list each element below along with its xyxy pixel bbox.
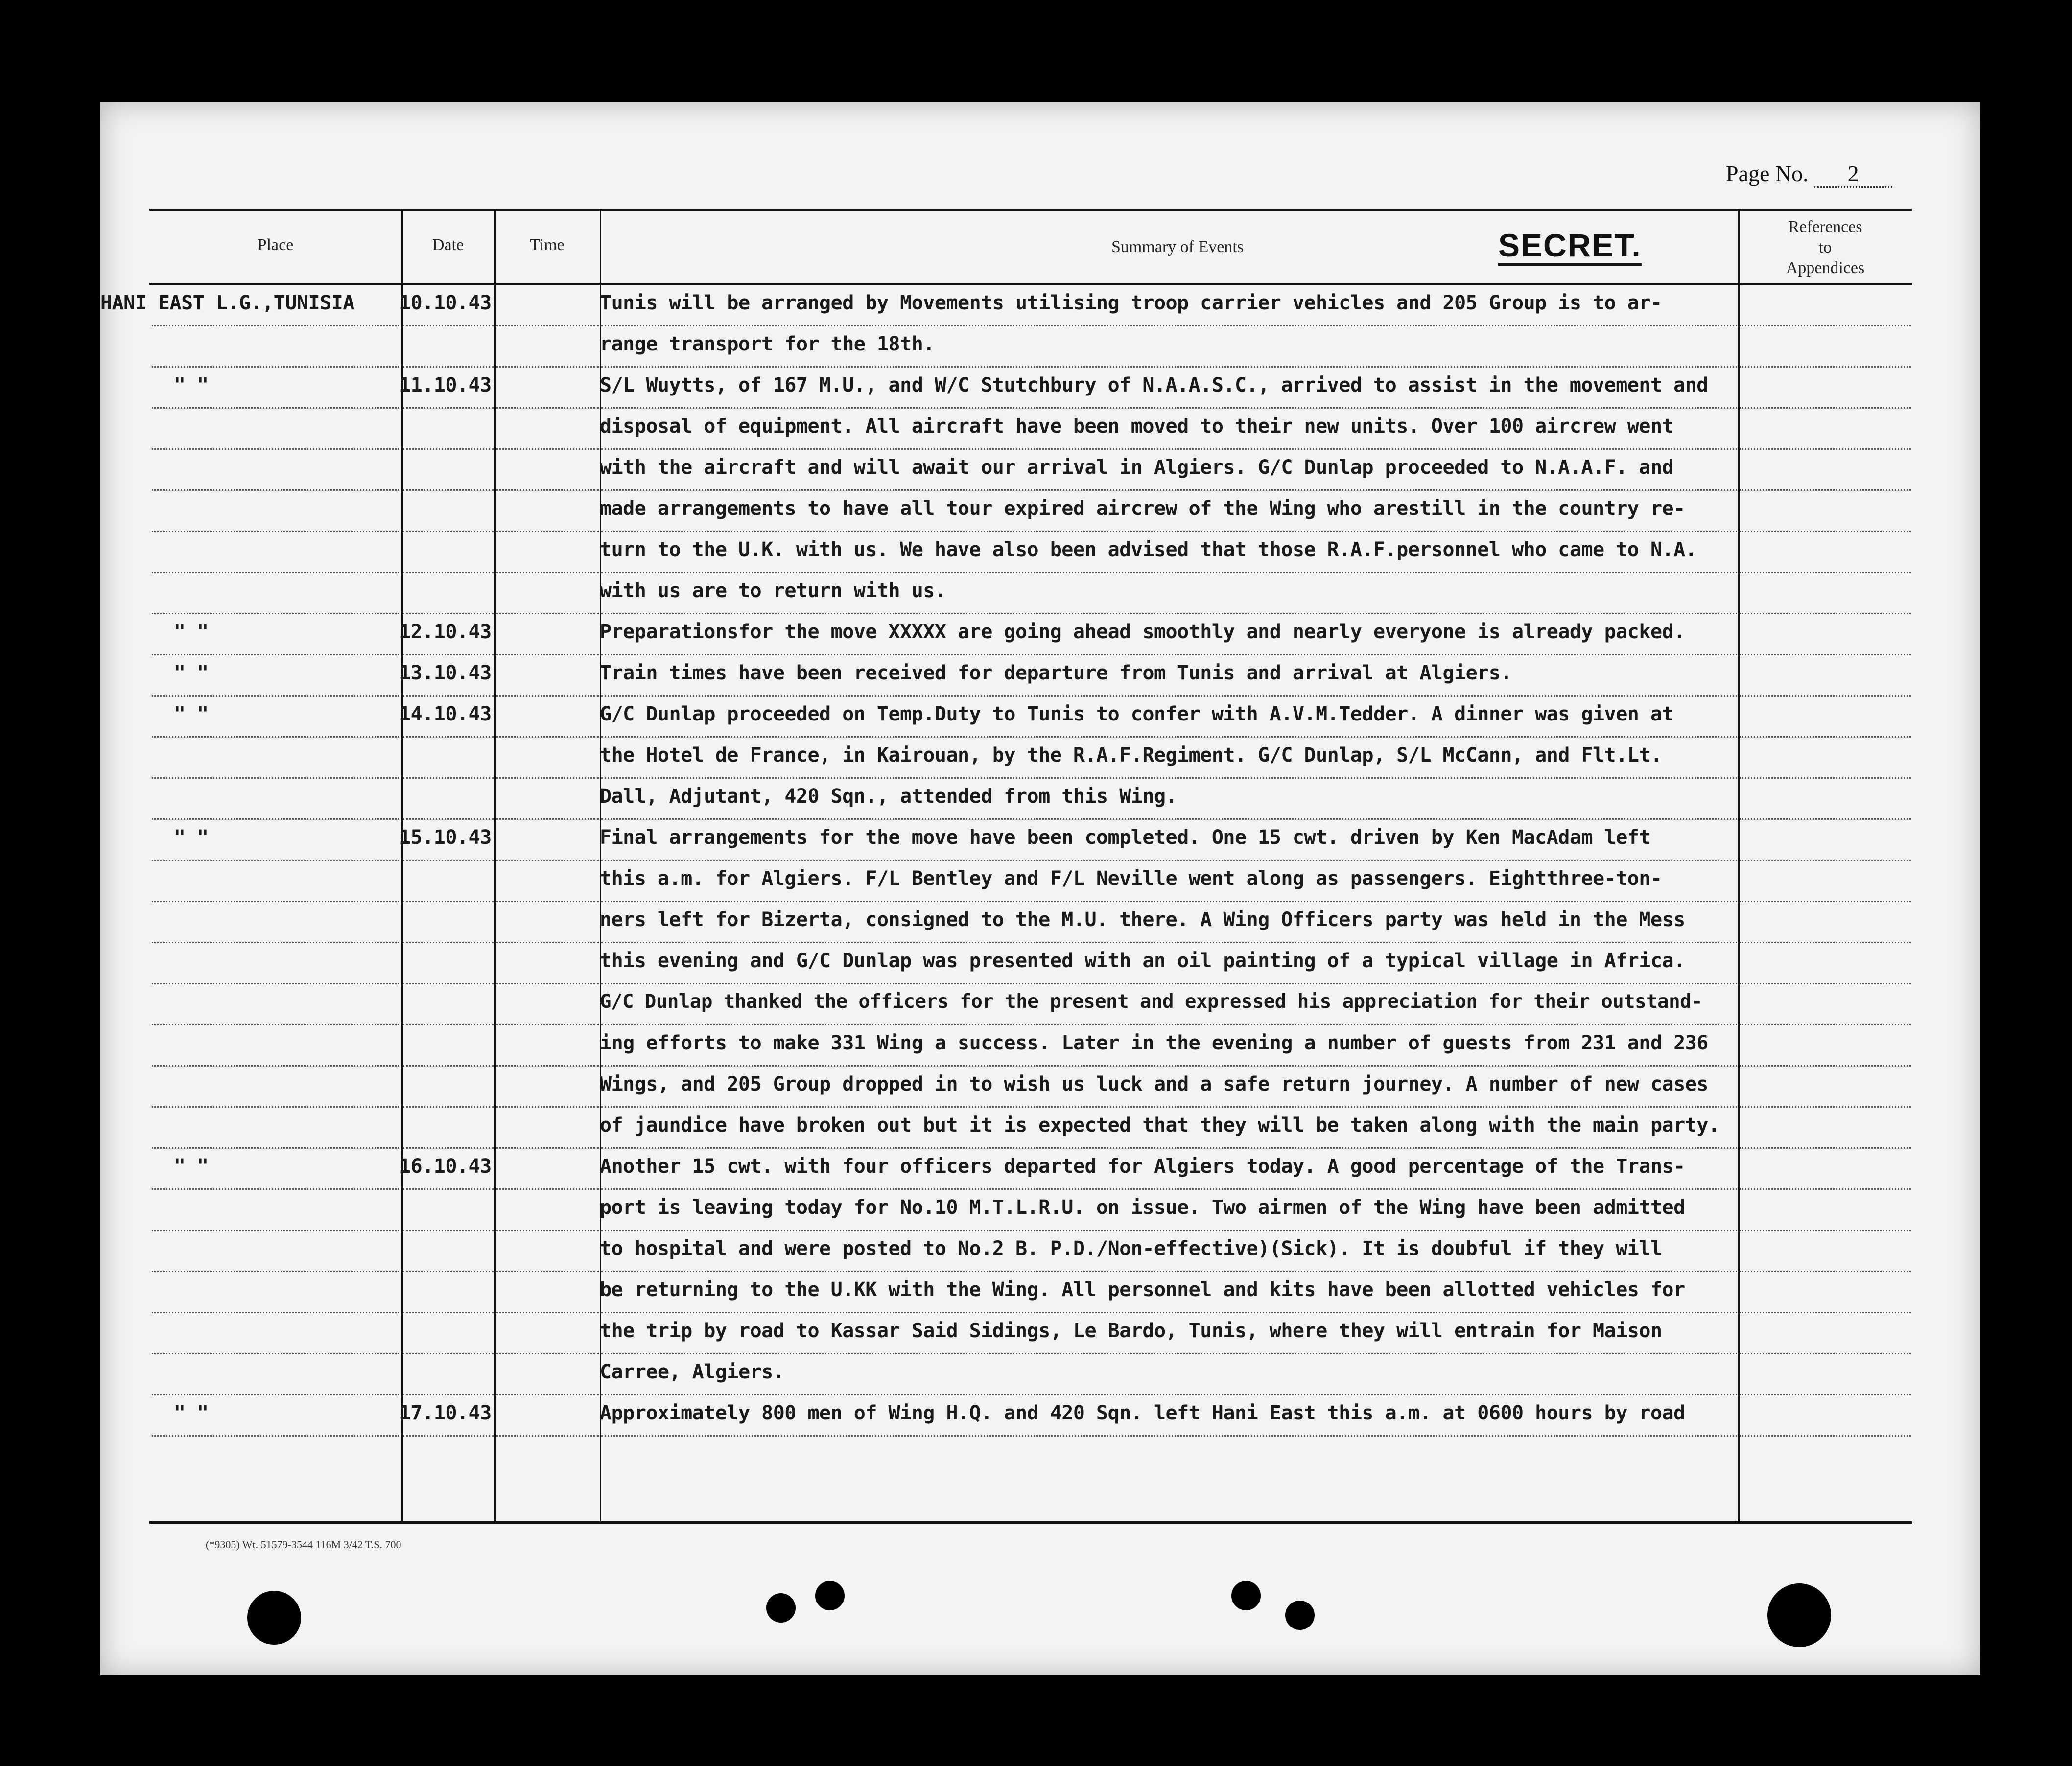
header-top-rule — [149, 209, 1912, 211]
dotted-rule — [1740, 1188, 1911, 1190]
table-row — [100, 944, 1980, 985]
dotted-rule — [1740, 901, 1911, 902]
header-date: Date — [432, 236, 464, 254]
place-cell: " " — [174, 662, 209, 684]
table-row — [100, 615, 1980, 656]
dotted-rule — [152, 1147, 399, 1149]
dotted-rule — [496, 1353, 599, 1354]
dotted-rule — [403, 1353, 494, 1354]
dotted-rule — [152, 448, 399, 450]
summary-cell: this a.m. for Algiers. F/L Bentley and F/L Neville went along as passengers. Eightthree-ton- — [600, 867, 1662, 890]
table-row — [100, 368, 1980, 409]
table-row — [100, 533, 1980, 574]
dotted-rule — [403, 366, 494, 368]
table-row — [100, 779, 1980, 820]
place-cell: " " — [174, 1402, 209, 1424]
summary-cell: Tunis will be arranged by Movements utilising troop carrier vehicles and 205 Group is to ar- — [600, 292, 1662, 314]
dotted-rule — [601, 654, 1737, 655]
dotted-rule — [152, 1394, 399, 1395]
dotted-rule — [496, 407, 599, 409]
dotted-rule — [152, 1106, 399, 1108]
dotted-rule — [403, 942, 494, 943]
page-number-text: Page No. — [1726, 161, 1809, 186]
dotted-rule — [1740, 407, 1911, 409]
header-references-line1: References — [1788, 218, 1862, 236]
dotted-rule — [403, 983, 494, 984]
table-row — [100, 1232, 1980, 1273]
date-cell: 10.10.43 — [399, 292, 492, 314]
dotted-rule — [152, 983, 399, 984]
dotted-rule — [152, 325, 399, 326]
dotted-rule — [403, 1312, 494, 1313]
date-cell: 14.10.43 — [399, 703, 492, 725]
form-print-code: (*9305) Wt. 51579-3544 116M 3/42 T.S. 700 — [206, 1538, 401, 1551]
dotted-rule — [152, 1271, 399, 1272]
dotted-rule — [152, 572, 399, 573]
dotted-rule — [601, 1271, 1737, 1272]
page-number-value: 2 — [1814, 161, 1892, 188]
dotted-rule — [1740, 818, 1911, 820]
table-row — [100, 450, 1980, 491]
dotted-rule — [403, 572, 494, 573]
dotted-rule — [496, 366, 599, 368]
table-row — [100, 1026, 1980, 1067]
dotted-rule — [496, 1106, 599, 1108]
dotted-rule — [496, 1312, 599, 1313]
summary-cell: with us are to return with us. — [600, 580, 946, 602]
dotted-rule — [152, 695, 399, 697]
date-cell: 15.10.43 — [399, 826, 492, 849]
table-row — [100, 903, 1980, 944]
dotted-rule — [1740, 1353, 1911, 1354]
summary-cell: be returning to the U.KK with the Wing. All personnel and kits have been allotted vehicles for — [600, 1278, 1685, 1301]
dotted-rule — [1740, 1106, 1911, 1108]
dotted-rule — [403, 1106, 494, 1108]
summary-cell: Dall, Adjutant, 420 Sqn., attended from this Wing. — [600, 785, 1177, 808]
summary-cell: G/C Dunlap thanked the officers for the present and expressed his appreciation for their outstand- — [600, 991, 1703, 1013]
dotted-rule — [1740, 695, 1911, 697]
date-cell: 12.10.43 — [399, 621, 492, 643]
table-row — [100, 656, 1980, 697]
dotted-rule — [601, 695, 1737, 697]
dotted-rule — [152, 777, 399, 779]
dotted-rule — [152, 1353, 399, 1354]
dotted-rule — [601, 531, 1737, 532]
dotted-rule — [152, 1312, 399, 1313]
summary-cell: this evening and G/C Dunlap was presented with an oil painting of a typical village in Africa. — [600, 950, 1685, 972]
table-row — [100, 1067, 1980, 1108]
dotted-rule — [152, 818, 399, 820]
dotted-rule — [1740, 1312, 1911, 1313]
dotted-rule — [1740, 613, 1911, 614]
header-references — [1740, 217, 1911, 279]
dotted-rule — [496, 613, 599, 614]
dotted-rule — [1740, 1024, 1911, 1025]
dotted-rule — [403, 777, 494, 779]
dotted-rule — [152, 1024, 399, 1025]
summary-cell: disposal of equipment. All aircraft have been moved to their new units. Over 100 aircrew went — [600, 415, 1674, 438]
dotted-rule — [152, 942, 399, 943]
dotted-rule — [496, 983, 599, 984]
dotted-rule — [1740, 1065, 1911, 1067]
dotted-rule — [152, 489, 399, 491]
dotted-rule — [1740, 942, 1911, 943]
dotted-rule — [1740, 489, 1911, 491]
dotted-rule — [403, 1271, 494, 1272]
binder-hole-left — [247, 1591, 301, 1645]
dotted-rule — [496, 1271, 599, 1272]
dotted-rule — [496, 1065, 599, 1067]
dotted-rule — [152, 1435, 399, 1437]
dotted-rule — [496, 325, 599, 326]
table-row — [100, 1396, 1980, 1437]
summary-cell: G/C Dunlap proceeded on Temp.Duty to Tunis to confer with A.V.M.Tedder. A dinner was given at — [600, 703, 1674, 725]
dotted-rule — [152, 1230, 399, 1231]
summary-cell: turn to the U.K. with us. We have also been advised that those R.A.F.personnel who came to N.A. — [600, 538, 1697, 561]
table-row — [100, 1273, 1980, 1314]
dotted-rule — [403, 448, 494, 450]
table-row — [100, 1108, 1980, 1149]
dotted-rule — [601, 1065, 1737, 1067]
binder-hole-mid-right-2 — [1285, 1601, 1315, 1630]
dotted-rule — [403, 1188, 494, 1190]
dotted-rule — [152, 531, 399, 532]
binder-hole-right — [1767, 1583, 1831, 1647]
dotted-rule — [1740, 1394, 1911, 1395]
dotted-rule — [496, 489, 599, 491]
dotted-rule — [601, 1230, 1737, 1231]
dotted-rule — [1740, 654, 1911, 655]
table-row — [100, 1190, 1980, 1232]
dotted-rule — [403, 489, 494, 491]
dotted-rule — [601, 366, 1737, 368]
summary-cell: Preparationsfor the move XXXXX are going ahead smoothly and nearly everyone is already packed. — [600, 621, 1685, 643]
dotted-rule — [601, 860, 1737, 861]
header-bottom-rule — [149, 283, 1912, 285]
dotted-rule — [152, 654, 399, 655]
table-row — [100, 738, 1980, 779]
table-row — [100, 1149, 1980, 1190]
summary-cell: to hospital and were posted to No.2 B. P.D./Non-effective)(Sick). It is doubful if they will — [600, 1237, 1662, 1260]
dotted-rule — [1740, 1230, 1911, 1231]
dotted-rule — [601, 983, 1737, 984]
dotted-rule — [152, 1065, 399, 1067]
dotted-rule — [152, 407, 399, 409]
binder-hole-mid-right-1 — [1231, 1581, 1261, 1610]
dotted-rule — [1740, 1147, 1911, 1149]
dotted-rule — [496, 1024, 599, 1025]
table-row — [100, 697, 1980, 738]
dotted-rule — [601, 1147, 1737, 1149]
dotted-rule — [403, 1230, 494, 1231]
dotted-rule — [601, 777, 1737, 779]
dotted-rule — [403, 654, 494, 655]
table-row — [100, 409, 1980, 450]
dotted-rule — [496, 1188, 599, 1190]
dotted-rule — [496, 1435, 599, 1437]
summary-cell: the Hotel de France, in Kairouan, by the R.A.F.Regiment. G/C Dunlap, S/L McCann, and Flt.Lt. — [600, 744, 1662, 767]
events-table-body — [100, 286, 1980, 1519]
dotted-rule — [496, 448, 599, 450]
dotted-rule — [496, 860, 599, 861]
table-row — [100, 327, 1980, 368]
summary-cell: the trip by road to Kassar Said Sidings, Le Bardo, Tunis, where they will entrain for Maison — [600, 1320, 1662, 1342]
summary-cell: ing efforts to make 331 Wing a success. Later in the evening a number of guests from 231 and 236 — [600, 1032, 1708, 1054]
header-time: Time — [530, 236, 565, 254]
table-row — [100, 286, 1980, 327]
header-place: Place — [257, 236, 294, 254]
dotted-rule — [496, 572, 599, 573]
date-cell: 17.10.43 — [399, 1402, 492, 1424]
dotted-rule — [496, 654, 599, 655]
dotted-rule — [601, 1188, 1737, 1190]
table-row — [100, 574, 1980, 615]
dotted-rule — [152, 860, 399, 861]
dotted-rule — [1740, 736, 1911, 738]
dotted-rule — [1740, 572, 1911, 573]
summary-cell: range transport for the 18th. — [600, 333, 935, 355]
dotted-rule — [601, 613, 1737, 614]
dotted-rule — [403, 1147, 494, 1149]
summary-cell: Approximately 800 men of Wing H.Q. and 420 Sqn. left Hani East this a.m. at 0600 hours by road — [600, 1402, 1685, 1424]
dotted-rule — [496, 1394, 599, 1395]
dotted-rule — [601, 489, 1737, 491]
binder-hole-mid-left-1 — [766, 1593, 796, 1623]
dotted-rule — [403, 1394, 494, 1395]
dotted-rule — [403, 1024, 494, 1025]
dotted-rule — [403, 1435, 494, 1437]
dotted-rule — [152, 736, 399, 738]
table-bottom-rule — [149, 1521, 1912, 1524]
dotted-rule — [1740, 983, 1911, 984]
dotted-rule — [496, 695, 599, 697]
dotted-rule — [1740, 531, 1911, 532]
place-cell: HANI EAST L.G.,TUNISIA — [100, 292, 354, 314]
page-number-label — [1726, 161, 1892, 188]
summary-cell: Wings, and 205 Group dropped in to wish us luck and a safe return journey. A number of new cases — [600, 1073, 1708, 1095]
dotted-rule — [601, 1435, 1737, 1437]
dotted-rule — [403, 1065, 494, 1067]
table-row — [100, 820, 1980, 861]
summary-cell: of jaundice have broken out but it is expected that they will be taken along with the main party. — [600, 1114, 1720, 1137]
table-row — [100, 1355, 1980, 1396]
dotted-rule — [403, 860, 494, 861]
dotted-rule — [1740, 860, 1911, 861]
dotted-rule — [601, 1353, 1737, 1354]
dotted-rule — [403, 695, 494, 697]
dotted-rule — [496, 1230, 599, 1231]
dotted-rule — [496, 818, 599, 820]
dotted-rule — [601, 818, 1737, 820]
header-references-line3: Appendices — [1786, 259, 1865, 277]
binder-hole-mid-left-2 — [815, 1581, 845, 1610]
place-cell: " " — [174, 374, 209, 396]
dotted-rule — [152, 1188, 399, 1190]
summary-cell: made arrangements to have all tour expired aircrew of the Wing who arestill in the country re- — [600, 497, 1685, 520]
dotted-rule — [601, 1106, 1737, 1108]
dotted-rule — [601, 325, 1737, 326]
place-cell: " " — [174, 621, 209, 643]
secret-stamp: SECRET. — [1498, 227, 1642, 266]
dotted-rule — [403, 613, 494, 614]
place-cell: " " — [174, 703, 209, 725]
summary-cell: Another 15 cwt. with four officers departed for Algiers today. A good percentage of the Trans- — [600, 1155, 1685, 1178]
summary-cell: with the aircraft and will await our arrival in Algiers. G/C Dunlap proceeded to N.A.A.F. and — [600, 456, 1674, 479]
place-cell: " " — [174, 826, 209, 849]
table-row — [100, 861, 1980, 903]
dotted-rule — [403, 818, 494, 820]
dotted-rule — [1740, 1435, 1911, 1437]
dotted-rule — [403, 901, 494, 902]
dotted-rule — [601, 1024, 1737, 1025]
dotted-rule — [1740, 777, 1911, 779]
header-summary: Summary of Events — [1111, 238, 1244, 256]
dotted-rule — [601, 942, 1737, 943]
dotted-rule — [601, 407, 1737, 409]
summary-cell: port is leaving today for No.10 M.T.L.R.U. on issue. Two airmen of the Wing have been admitted — [600, 1196, 1685, 1219]
dotted-rule — [152, 613, 399, 614]
place-cell: " " — [174, 1155, 209, 1178]
dotted-rule — [152, 366, 399, 368]
dotted-rule — [601, 736, 1737, 738]
dotted-rule — [1740, 448, 1911, 450]
date-cell: 11.10.43 — [399, 374, 492, 396]
dotted-rule — [496, 777, 599, 779]
dotted-rule — [601, 901, 1737, 902]
dotted-rule — [496, 1147, 599, 1149]
summary-cell: S/L Wuytts, of 167 M.U., and W/C Stutchbury of N.A.A.S.C., arrived to assist in the movement and — [600, 374, 1708, 396]
dotted-rule — [601, 1312, 1737, 1313]
table-row — [100, 491, 1980, 533]
table-row — [100, 985, 1980, 1026]
date-cell: 16.10.43 — [399, 1155, 492, 1178]
dotted-rule — [601, 448, 1737, 450]
dotted-rule — [601, 1394, 1737, 1395]
summary-cell: Final arrangements for the move have been completed. One 15 cwt. driven by Ken MacAdam left — [600, 826, 1650, 849]
summary-cell: ners left for Bizerta, consigned to the M.U. there. A Wing Officers party was held in the Mess — [600, 908, 1685, 931]
dotted-rule — [1740, 325, 1911, 326]
dotted-rule — [403, 407, 494, 409]
dotted-rule — [496, 901, 599, 902]
dotted-rule — [152, 901, 399, 902]
dotted-rule — [403, 531, 494, 532]
dotted-rule — [1740, 1271, 1911, 1272]
dotted-rule — [496, 942, 599, 943]
dotted-rule — [403, 325, 494, 326]
date-cell: 13.10.43 — [399, 662, 492, 684]
dotted-rule — [496, 736, 599, 738]
ledger-sheet — [100, 102, 1980, 1675]
dotted-rule — [496, 531, 599, 532]
dotted-rule — [403, 736, 494, 738]
summary-cell: Train times have been received for departure from Tunis and arrival at Algiers. — [600, 662, 1512, 684]
dotted-rule — [1740, 366, 1911, 368]
table-row — [100, 1314, 1980, 1355]
header-references-line2: to — [1818, 238, 1832, 256]
dotted-rule — [601, 572, 1737, 573]
summary-cell: Carree, Algiers. — [600, 1361, 785, 1383]
